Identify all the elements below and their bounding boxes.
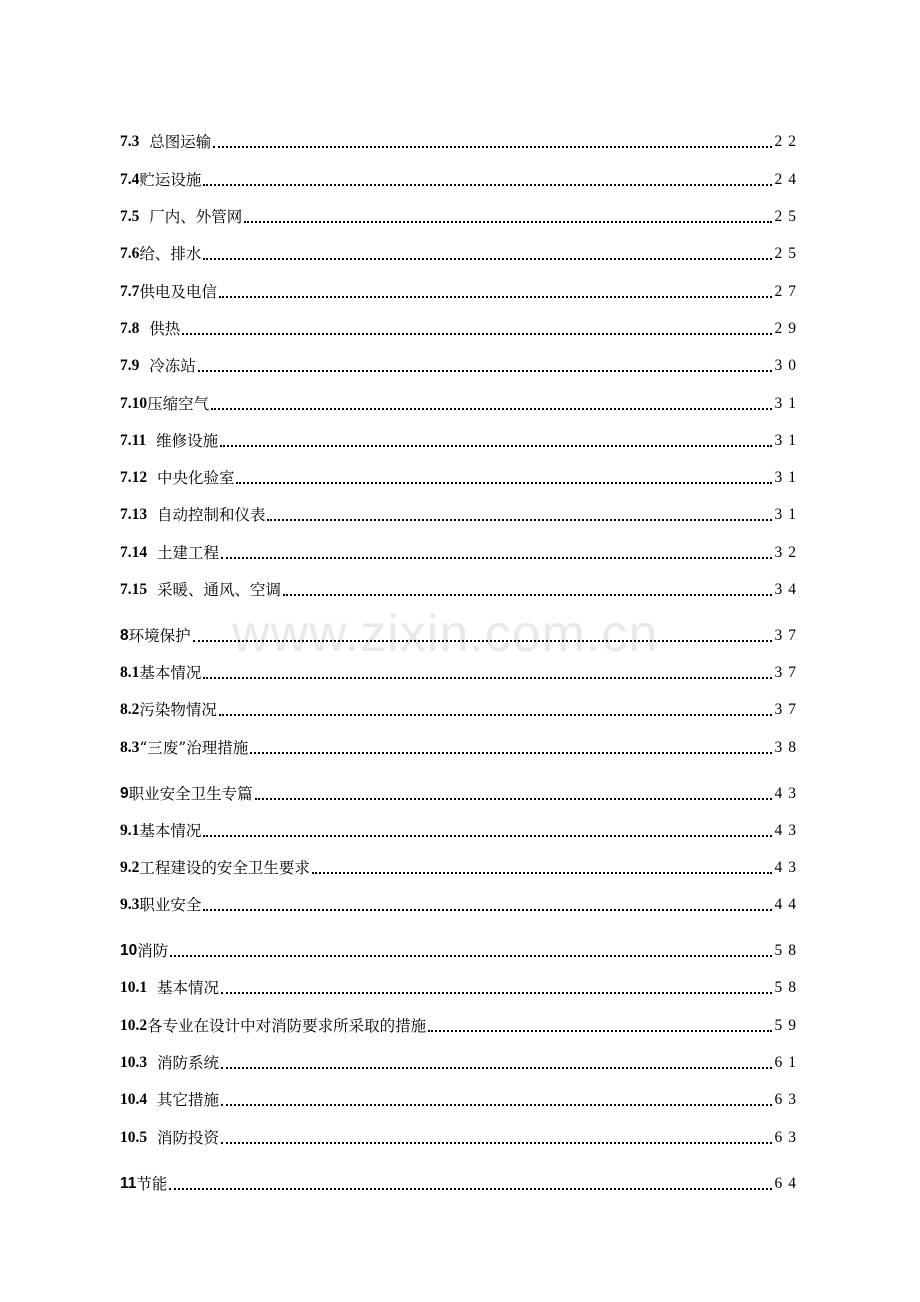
toc-entry-title: 供电及电信 xyxy=(139,283,217,301)
toc-entry-number: 9 xyxy=(120,785,129,802)
toc-entry-title: 节能 xyxy=(136,1175,168,1193)
toc-entry-page: 43 xyxy=(774,785,802,802)
toc-entry[interactable] xyxy=(120,780,802,804)
toc-dot-leader xyxy=(203,835,771,837)
toc-entry-page: 58 xyxy=(774,942,802,959)
toc-entry[interactable] xyxy=(120,1049,802,1073)
toc-dot-leader xyxy=(428,1030,771,1032)
toc-entry-title: 其它措施 xyxy=(147,1091,219,1109)
toc-entry-number: 7.15 xyxy=(120,581,148,598)
toc-entry-title: 基本情况 xyxy=(147,979,219,997)
toc-entry-title: 基本情况 xyxy=(139,664,202,682)
toc-entry-title: 消防 xyxy=(137,942,169,960)
toc-entry-page: 31 xyxy=(774,506,802,523)
toc-entry[interactable] xyxy=(120,576,802,600)
toc-dot-leader xyxy=(244,221,771,223)
toc-entry-page: 24 xyxy=(774,171,802,188)
toc-entry-title: 给、排水 xyxy=(139,245,202,263)
toc-entry-page: 25 xyxy=(774,208,802,225)
toc-entry-number: 7.11 xyxy=(120,432,147,449)
toc-entry-number: 7.14 xyxy=(120,544,148,561)
toc-entry-title: 总图运输 xyxy=(139,133,212,151)
toc-entry-page: 27 xyxy=(774,283,802,300)
toc-entry[interactable] xyxy=(120,622,802,646)
toc-entry[interactable] xyxy=(120,539,802,563)
toc-entry-title: 污染物情况 xyxy=(139,701,217,719)
toc-dot-leader xyxy=(203,184,771,186)
toc-entry-title: 各专业在设计中对消防要求所采取的措施 xyxy=(147,1017,427,1035)
toc-entry[interactable] xyxy=(120,203,802,227)
toc-entry-page: 63 xyxy=(774,1129,802,1146)
toc-entry-page: 37 xyxy=(774,627,802,644)
toc-entry[interactable] xyxy=(120,1086,802,1110)
toc-dot-leader xyxy=(221,557,772,559)
toc-entry-number: 7.3 xyxy=(120,133,140,150)
watermark: www.zixin.com.cn xyxy=(232,605,659,663)
toc-dot-leader xyxy=(220,445,771,447)
toc-dot-leader xyxy=(221,1142,772,1144)
toc-entry-number: 10.5 xyxy=(120,1129,148,1146)
toc-entry-title: 压缩空气 xyxy=(147,395,210,413)
toc-entry[interactable] xyxy=(120,315,802,339)
toc-entry-title: 厂内、外管网 xyxy=(139,208,243,226)
toc-entry[interactable] xyxy=(120,937,802,961)
toc-entry[interactable] xyxy=(120,1012,802,1036)
toc-dot-leader xyxy=(221,1104,772,1106)
toc-entry-number: 8.3 xyxy=(120,739,140,756)
toc-dot-leader xyxy=(170,955,771,957)
toc-entry-number: 7.6 xyxy=(120,245,140,262)
toc-entry-number: 10 xyxy=(120,942,138,959)
toc-dot-leader xyxy=(182,333,771,335)
toc-entry-number: 10.4 xyxy=(120,1091,148,1108)
toc-entry[interactable] xyxy=(120,501,802,525)
toc-entry[interactable] xyxy=(120,278,802,302)
toc-entry[interactable] xyxy=(120,128,802,152)
toc-dot-leader xyxy=(219,296,772,298)
toc-entry-page: 31 xyxy=(774,432,802,449)
toc-entry-page: 32 xyxy=(774,544,802,561)
toc-entry-number: 7.4 xyxy=(120,171,140,188)
toc-entry[interactable] xyxy=(120,696,802,720)
toc-entry-title: 职业安全 xyxy=(139,896,202,914)
toc-entry-title: 土建工程 xyxy=(147,544,219,562)
toc-dot-leader xyxy=(211,408,771,410)
toc-dot-leader xyxy=(255,798,772,800)
toc-entry-number: 8.2 xyxy=(120,701,140,718)
toc-entry-page: 64 xyxy=(774,1175,802,1192)
toc-entry-title: 职业安全卫生专篇 xyxy=(128,785,253,803)
toc-dot-leader xyxy=(267,519,771,521)
toc-dot-leader xyxy=(193,640,772,642)
toc-entry-number: 8 xyxy=(120,627,129,644)
toc-dot-leader xyxy=(221,1067,772,1069)
toc-entry-page: 31 xyxy=(774,395,802,412)
toc-entry[interactable] xyxy=(120,659,802,683)
toc-entry-number: 11 xyxy=(120,1175,137,1192)
toc-entry-page: 37 xyxy=(774,701,802,718)
toc-entry-page: 38 xyxy=(774,739,802,756)
toc-entry-title: 环境保护 xyxy=(128,627,191,645)
toc-entry-title: 采暖、通风、空调 xyxy=(147,581,281,599)
toc-entry-page: 37 xyxy=(774,664,802,681)
toc-entry-page: 25 xyxy=(774,245,802,262)
toc-entry-page: 31 xyxy=(774,469,802,486)
toc-dot-leader xyxy=(203,909,771,911)
toc-entry-title: 维修设施 xyxy=(146,432,219,450)
toc-entry[interactable] xyxy=(120,854,802,878)
toc-entry-title: “三废”治理措施 xyxy=(139,739,249,757)
toc-dot-leader xyxy=(213,146,771,148)
toc-dot-leader xyxy=(203,258,771,260)
toc-entry-page: 30 xyxy=(774,357,802,374)
toc-entry[interactable] xyxy=(120,1170,802,1194)
toc-entry[interactable] xyxy=(120,352,802,376)
toc-entry-number: 9.3 xyxy=(120,896,140,913)
toc-entry-page: 43 xyxy=(774,822,802,839)
toc-entry[interactable] xyxy=(120,817,802,841)
toc-entry[interactable] xyxy=(120,464,802,488)
toc-entry-page: 22 xyxy=(774,133,802,150)
toc-entry-title: 工程建设的安全卫生要求 xyxy=(139,859,310,877)
toc-dot-leader xyxy=(283,594,772,596)
toc-dot-leader xyxy=(198,370,772,372)
toc-entry-number: 10.3 xyxy=(120,1054,148,1071)
toc-entry-page: 44 xyxy=(774,896,802,913)
toc-entry[interactable] xyxy=(120,974,802,998)
toc-entry[interactable] xyxy=(120,427,802,451)
toc-entry-title: 基本情况 xyxy=(139,822,202,840)
toc-entry[interactable] xyxy=(120,891,802,915)
toc-entry-title: 中央化验室 xyxy=(147,469,235,487)
toc-entry-number: 9.1 xyxy=(120,822,140,839)
toc-entry-page: 29 xyxy=(774,320,802,337)
toc-entry-number: 7.7 xyxy=(120,283,140,300)
toc-entry-number: 10.2 xyxy=(120,1017,148,1034)
toc-entry[interactable] xyxy=(120,1124,802,1148)
toc-entry-page: 61 xyxy=(774,1054,802,1071)
toc-entry-title: 消防系统 xyxy=(147,1054,219,1072)
toc-entry-number: 10.1 xyxy=(120,979,148,996)
toc-entry-number: 8.1 xyxy=(120,664,140,681)
toc-entry-number: 9.2 xyxy=(120,859,140,876)
toc-entry-number: 7.9 xyxy=(120,357,140,374)
toc-entry-page: 34 xyxy=(774,581,802,598)
toc-entry-title: 供热 xyxy=(139,320,181,338)
toc-entry-title: 冷冻站 xyxy=(139,357,196,375)
toc-dot-leader xyxy=(219,714,772,716)
toc-entry[interactable] xyxy=(120,390,802,414)
toc-entry[interactable] xyxy=(120,240,802,264)
toc-entry-title: 贮运设施 xyxy=(139,171,202,189)
toc-dot-leader xyxy=(221,992,772,994)
toc-dot-leader xyxy=(169,1188,771,1190)
toc-entry-title: 自动控制和仪表 xyxy=(147,506,266,524)
toc-entry-page: 63 xyxy=(774,1091,802,1108)
toc-entry[interactable] xyxy=(120,734,802,758)
toc-entry-title: 消防投资 xyxy=(147,1129,219,1147)
toc-dot-leader xyxy=(236,482,771,484)
toc-entry-number: 7.5 xyxy=(120,208,140,225)
toc-dot-leader xyxy=(312,872,772,874)
toc-entry-page: 43 xyxy=(774,859,802,876)
toc-entry-number: 7.12 xyxy=(120,469,148,486)
toc-entry-number: 7.13 xyxy=(120,506,148,523)
toc-entry-number: 7.8 xyxy=(120,320,140,337)
toc-entry-page: 59 xyxy=(774,1017,802,1034)
toc-dot-leader xyxy=(203,677,771,679)
toc-entry-page: 58 xyxy=(774,979,802,996)
toc-dot-leader xyxy=(250,752,771,754)
toc-entry[interactable] xyxy=(120,166,802,190)
toc-entry-number: 7.10 xyxy=(120,395,148,412)
